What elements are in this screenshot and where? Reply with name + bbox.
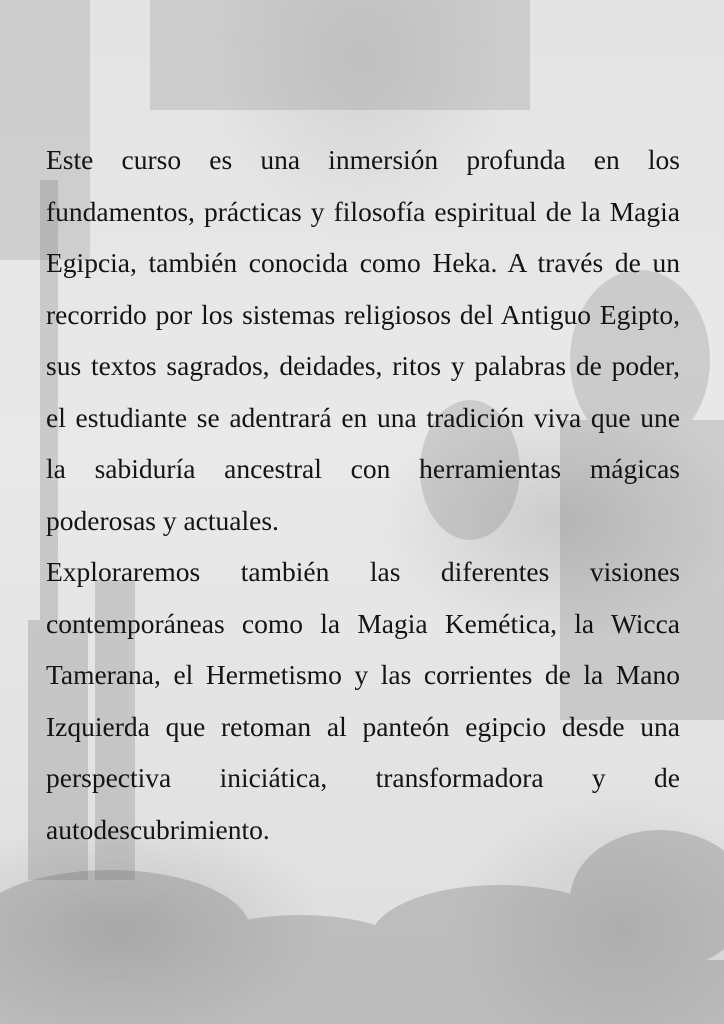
body-text xyxy=(46,134,680,855)
paragraph-intro: Este curso es una inmersión profunda en los fundamentos, prácticas y filosofía espiritual de la Magia Egipcia, también conocida como Heka. A través de un recorrido por los sistemas religiosos del Antiguo Egipto, sus textos sagrados, deidades, ritos y palabras de poder, el estudiante se adentrará en una tradición viva que une la sabiduría ancestral con herramientas mágicas poderosas y actuales. xyxy=(46,144,680,536)
paragraph-explore: Exploraremos también las diferentes visiones contemporáneas como la Magia Kemética, la Wicca Tamerana, el Hermetismo y las corrientes de la Mano Izquierda que retoman al panteón egipcio desde una perspectiva iniciática, transformadora y de autodescubrimiento. xyxy=(46,556,680,845)
